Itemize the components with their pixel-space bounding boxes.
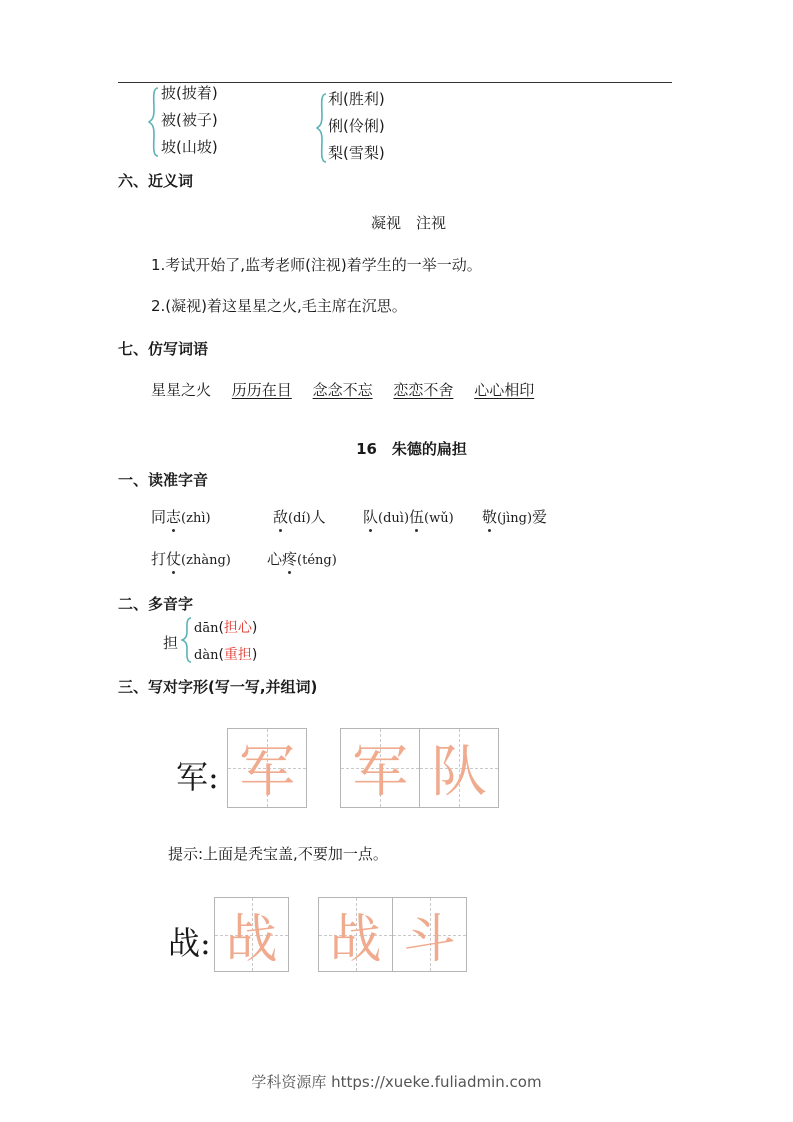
pinyin-item bbox=[267, 548, 337, 569]
section-heading-imitate-words: 七、仿写词语 bbox=[118, 340, 209, 358]
pinyin-item bbox=[482, 506, 547, 527]
pinyin-item bbox=[363, 506, 454, 527]
pinyin-char: 队 bbox=[363, 508, 379, 526]
write-char-label: 军: bbox=[176, 758, 219, 796]
section-heading-write-characters: 三、写对字形(写一写,并组词) bbox=[118, 678, 318, 696]
imitate-words-row bbox=[151, 379, 534, 400]
section-heading-pronunciation: 一、读准字音 bbox=[118, 471, 209, 489]
pinyin-char: 伍 bbox=[409, 508, 425, 526]
brace-right-item: 利(胜利) bbox=[328, 90, 385, 108]
write-char-label: 战: bbox=[168, 924, 211, 962]
pinyin-char: 敬 bbox=[482, 508, 498, 526]
brace-group-left bbox=[161, 80, 218, 161]
brace-group-right bbox=[328, 86, 385, 167]
pinyin-text: (zhàng) bbox=[181, 553, 231, 568]
word-grid-char: 队 bbox=[431, 740, 487, 805]
pinyin-post: 爱 bbox=[532, 508, 548, 526]
pinyin-post: 人 bbox=[310, 508, 326, 526]
pinyin-pre: 心 bbox=[267, 550, 283, 568]
pinyin-pre: 打 bbox=[151, 550, 167, 568]
practice-grid bbox=[214, 897, 289, 972]
pinyin-pre: 同 bbox=[151, 508, 167, 526]
word-grid bbox=[419, 728, 499, 808]
imitate-word: 恋恋不舍 bbox=[393, 381, 454, 399]
imitate-word: 念念不忘 bbox=[312, 381, 373, 399]
pinyin-item bbox=[151, 506, 211, 527]
polyphonic-pinyin: dàn bbox=[194, 648, 219, 663]
polyphonic-char: 担 bbox=[163, 634, 179, 652]
practice-grid bbox=[227, 728, 307, 808]
imitate-word: 星星之火 bbox=[151, 381, 212, 399]
synonym-sentence-2: 2.(凝视)着这星星之火,毛主席在沉思。 bbox=[151, 297, 407, 315]
pinyin-char: 敌 bbox=[273, 508, 289, 526]
imitate-word: 历历在目 bbox=[231, 381, 292, 399]
polyphonic-reading-1: dān(担心) bbox=[194, 620, 258, 636]
brace-left-item: 坡(山坡) bbox=[161, 138, 218, 156]
imitate-word: 心心相印 bbox=[474, 381, 535, 399]
lesson-title: 16 朱德的扁担 bbox=[356, 440, 467, 458]
brace-left-item: 披(披着) bbox=[161, 84, 218, 102]
word-grid-char: 军 bbox=[352, 740, 408, 805]
pinyin-text: (wǔ) bbox=[424, 511, 454, 526]
word-grid bbox=[392, 897, 467, 972]
synonym-words: 凝视 注视 bbox=[371, 214, 447, 232]
practice-grid-char: 战 bbox=[225, 910, 278, 970]
pinyin-text: (téng) bbox=[297, 553, 337, 568]
word-grid-char: 战 bbox=[329, 910, 382, 970]
pinyin-text: (duì) bbox=[378, 511, 410, 526]
brace-left-item: 被(被子) bbox=[161, 111, 218, 129]
brace-right-item: 梨(雪梨) bbox=[328, 144, 385, 162]
section-heading-polyphonic: 二、多音字 bbox=[118, 595, 194, 613]
polyphonic-word: 担心 bbox=[223, 620, 252, 636]
word-grid bbox=[340, 728, 420, 808]
brace-right-icon bbox=[316, 92, 328, 164]
brace-polyphonic-icon bbox=[181, 616, 193, 664]
pinyin-char: 疼 bbox=[282, 550, 298, 568]
polyphonic-pinyin: dān bbox=[194, 621, 219, 636]
polyphonic-word: 重担 bbox=[223, 647, 252, 663]
footer-source: 学科资源库 https://xueke.fuliadmin.com bbox=[251, 1073, 542, 1091]
practice-grid-char: 军 bbox=[239, 740, 295, 805]
word-grid-char: 斗 bbox=[403, 910, 456, 970]
pinyin-char: 仗 bbox=[166, 550, 182, 568]
brace-left-icon bbox=[148, 86, 160, 158]
pinyin-item bbox=[151, 548, 231, 569]
pinyin-char: 志 bbox=[166, 508, 182, 526]
pinyin-item bbox=[273, 506, 326, 527]
word-grid bbox=[318, 897, 393, 972]
pinyin-text: (jìng) bbox=[497, 511, 533, 526]
brace-right-item: 俐(伶俐) bbox=[328, 117, 385, 135]
section-heading-synonyms: 六、近义词 bbox=[118, 172, 194, 190]
writing-hint: 提示:上面是秃宝盖,不要加一点。 bbox=[168, 845, 388, 863]
synonym-sentence-1: 1.考试开始了,监考老师(注视)着学生的一举一动。 bbox=[151, 256, 482, 274]
pinyin-text: (zhì) bbox=[181, 511, 211, 526]
pinyin-text: (dí) bbox=[288, 511, 311, 526]
polyphonic-reading-2: dàn(重担) bbox=[194, 647, 258, 663]
